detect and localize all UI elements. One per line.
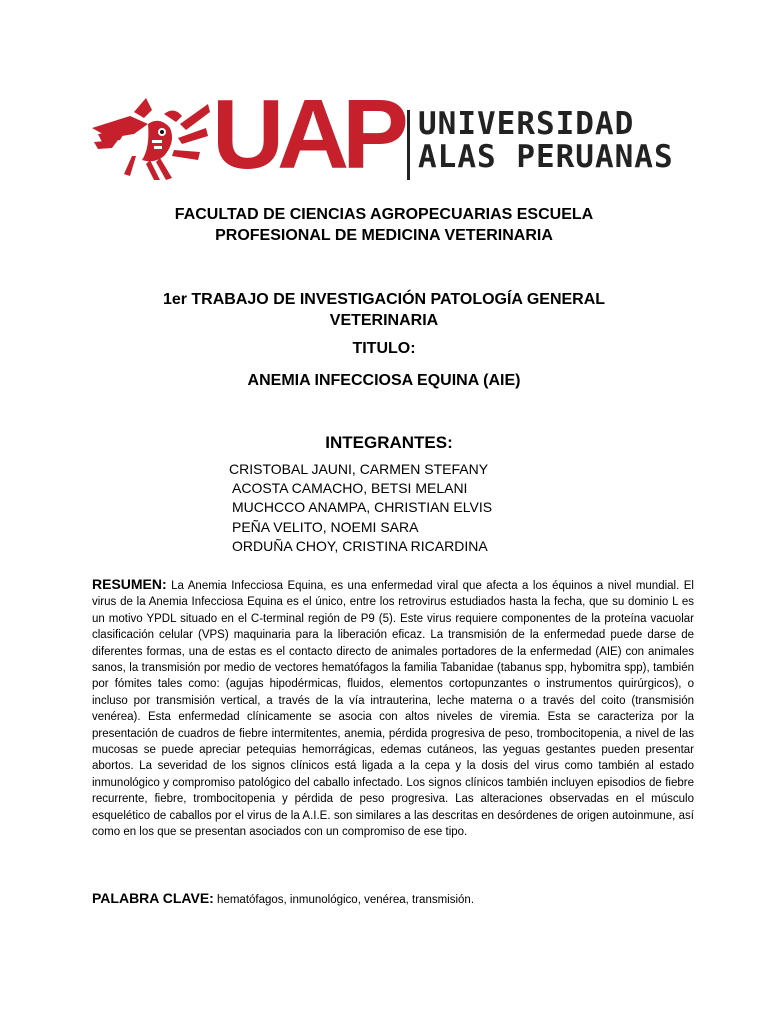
university-name-line2: ALAS PERUANAS bbox=[418, 139, 674, 175]
member-item: ACOSTA CAMACHO, BETSI MELANI bbox=[232, 480, 468, 497]
members-list bbox=[229, 460, 492, 556]
keywords-text: hematófagos, inmunológico, venérea, transmisión. bbox=[217, 894, 475, 906]
keywords-label: PALABRA CLAVE: bbox=[92, 890, 214, 906]
titulo-value: ANEMIA INFECCIOSA EQUINA (AIE) bbox=[247, 372, 521, 389]
abstract-text: La Anemia Infecciosa Equina, es una enfermedad viral que afecta a los équinos a nivel mundial. El virus de la Anemia Infecciosa Equina es el único, entre los retrovirus estudiados hasta la fecha, que su dominio L es un motivo YPDL situado en el C-terminal región de P9 (5). Este virus requiere componentes de la proteína vacuolar clasificación celular (VPS) maquinaria para la liberación eficaz. La transmisión de la enfermedad puede darse de diferentes formas, una de estas es el contacto directo de animales portadores de la enfermedad (AIE) con animales sanos, la transmisión por medio de vectores hematófagos la familia Tabanidae (tabanus spp, hybomitra spp), también por fómites tales como: (agujas hipodérmicas, fluidos, elementos cortopunzantes o instrumentos quirúrgicos), o incluso por transmisión vertical, a través de la vía intrauterina, leche materna o a través del coito (transmisión venérea). Esta enfermedad clínicamente se asocia con altos niveles de viremia. Esta se caracteriza por la presentación de cuadros de fiebre intermitentes, anemia, pérdida progresiva de peso, trombocitopenia, a nivel de las mucosas se puede apreciar petequias hemorrágicas, edemas cutáneos, las yeguas gestantes pueden presentar abortos. La severidad de los signos clínicos está ligada a la cepa y la dosis del virus como también al estado inmunológico y compromiso patológico del caballo infectado. Los signos clínicos también incluyen episodios de fiebre recurrente, fiebre, trombocitopenia y pérdida de peso progresiva. Las alteraciones observadas en el músculo esquelético de caballos por el virus de la A.I.E. son similares a las descritas en desórdenes de origen autoinmune, así como en los que se presentan asociados con un compromiso de ese tipo. bbox=[92, 580, 694, 839]
work-line2: VETERINARIA bbox=[329, 312, 439, 329]
abstract-label: RESUMEN: bbox=[92, 576, 167, 592]
work-line1: 1er TRABAJO DE INVESTIGACIÓN PATOLOGÍA GENERAL bbox=[162, 291, 606, 308]
header-divider bbox=[407, 110, 410, 180]
member-item: MUCHCCO ANAMPA, CHRISTIAN ELVIS bbox=[232, 499, 493, 516]
university-name bbox=[418, 108, 674, 174]
university-name-line1: UNIVERSIDAD bbox=[418, 106, 635, 142]
faculty-line2: PROFESIONAL DE MEDICINA VETERINARIA bbox=[215, 227, 553, 244]
condor-emblem-icon bbox=[90, 94, 212, 182]
university-acronym: UAP bbox=[212, 79, 402, 189]
titulo-label: TITULO: bbox=[352, 340, 416, 357]
member-item: CRISTOBAL JAUNI, CARMEN STEFANY bbox=[229, 461, 489, 477]
university-header bbox=[0, 79, 768, 189]
integrantes-label: INTEGRANTES: bbox=[325, 433, 453, 452]
work-title bbox=[0, 289, 768, 331]
keywords-paragraph bbox=[92, 888, 694, 910]
faculty-title bbox=[0, 204, 768, 246]
member-item: ORDUÑA CHOY, CRISTINA RICARDINA bbox=[232, 537, 488, 554]
faculty-line1: FACULTAD DE CIENCIAS AGROPECUARIAS ESCUELA bbox=[174, 206, 594, 223]
abstract-paragraph bbox=[92, 576, 694, 841]
member-item: PEÑA VELITO, NOEMI SARA bbox=[232, 518, 419, 535]
